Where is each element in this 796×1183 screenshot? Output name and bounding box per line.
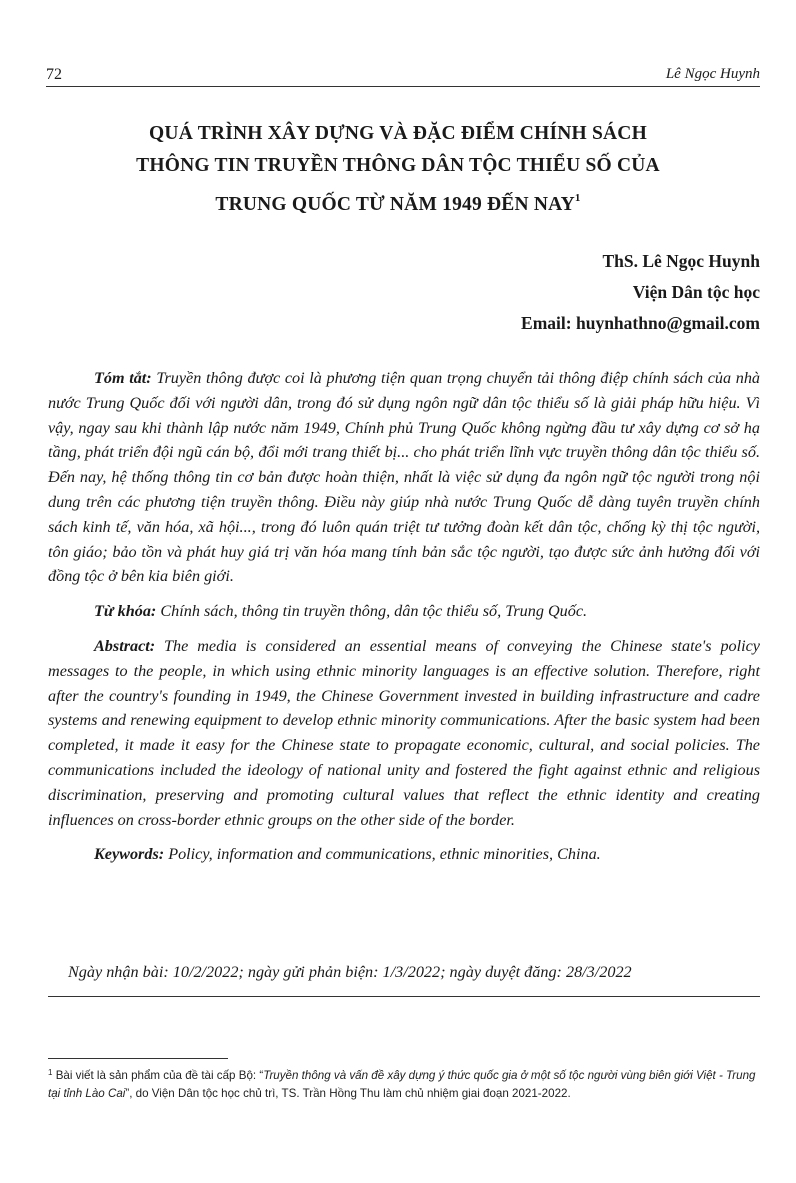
footnote-marker: 1 [48,1068,53,1077]
title-line-1: QUÁ TRÌNH XÂY DỰNG VÀ ĐẶC ĐIỂM CHÍNH SÁCH [149,123,647,144]
abstract-en-text: The media is considered an essential means of conveying the Chinese state's policy messages to the people, in which using ethnic minority languages is an effective solution. Therefore, right after the country's founding in 1949, the Chinese Government invested in building infrastructure and cadre systems and renewing equipment to develop ethnic minority communications. After the basic system had been completed, it made it easy for the Chinese state to propagate economic, cultural, and social policies. The communications included the ideology of national unity and fostered the fight against ethnic and religious discrimination, preserving and promoting cultural values that reflect the ethnic identity and creating influences on cross-border ethnic groups on the other side of the border. [48,636,760,829]
abstract-vi-label: Tóm tắt: [94,369,152,387]
submission-dates: Ngày nhận bài: 10/2/2022; ngày gửi phản biện: 1/3/2022; ngày duyệt đăng: 28/3/2022 [68,963,632,981]
title-line-2: THÔNG TIN TRUYỀN THÔNG DÂN TỘC THIỂU SỐ CỦA [136,155,660,176]
abstract-en-label: Abstract: [94,636,156,655]
author-name: ThS. Lê Ngọc Huynh [602,251,760,271]
running-head: Lê Ngọc Huynh [665,66,760,82]
abstract-en [48,634,760,832]
footnote-project-title: Truyền thông và vấn đề xây dựng ý thức quốc gia ở một số tộc người vùng biên giới Việt - Trung tại tỉnh Lào Cai [48,1069,756,1100]
abstract-end-rule [48,996,760,997]
page-number: 72 [46,66,62,83]
footnote-text-before: Bài viết là sản phẩm của đề tài cấp Bộ: “ [55,1069,264,1082]
author-block [521,246,760,339]
keywords-en-text: Policy, information and communications, ethnic minorities, China. [168,845,601,864]
header-rule [46,86,760,87]
article-title [80,118,716,221]
keywords-en [48,842,760,867]
title-line-3 [80,182,716,221]
keywords-en-label: Keywords: [94,845,165,864]
keywords-vi-text: Chính sách, thông tin truyền thông, dân tộc thiểu số, Trung Quốc. [160,602,588,621]
author-affiliation: Viện Dân tộc học [632,282,760,302]
author-email: Email: huynhathno@gmail.com [521,313,760,333]
footnote [48,1064,760,1103]
abstract-vi [48,366,760,589]
keywords-vi-label: Từ khóa: [94,602,157,621]
keywords-vi [48,599,760,624]
footnote-text-after: ”, do Viện Dân tộc học chủ trì, TS. Trần Hồng Thu làm chủ nhiệm giai đoạn 2021-2022. [125,1087,571,1100]
abstract-block [48,366,760,867]
title-line-3-text: TRUNG QUỐC TỪ NĂM 1949 ĐẾN NAY [215,194,575,215]
footnote-rule [48,1058,228,1059]
title-footnote-marker[interactable]: 1 [574,192,581,204]
abstract-vi-text: Truyền thông được coi là phương tiện quan trọng chuyển tải thông điệp chính sách của nhà nước Trung Quốc đối với người dân, trong đó sử dụng ngôn ngữ dân tộc thiểu số là giải pháp hữu hiệu. Vì vậy, ngay sau khi thành lập nước năm 1949, Chính phủ Trung Quốc không ngừng đầu tư xây dựng cơ sở hạ tầng, phát triển đội ngũ cán bộ, đổi mới trang thiết bị... cho phát triển lĩnh vực truyền thông dân tộc thiểu số. Đến nay, hệ thống thông tin cơ bản được hoàn thiện, nhất là việc sử dụng đa ngôn ngữ tộc người trong nội dung trên các phương tiện truyền thông. Điều này giúp nhà nước Trung Quốc dễ dàng tuyên truyền chính sách kinh tế, văn hóa, xã hội..., trong đó luôn quán triệt tư tưởng đoàn kết dân tộc, chống kỳ thị tộc người, tôn giáo; bảo tồn và phát huy giá trị văn hóa mang tính bản sắc tộc người, tạo được sức ảnh hưởng đối với đồng tộc ở bên kia biên giới. [48,369,761,586]
